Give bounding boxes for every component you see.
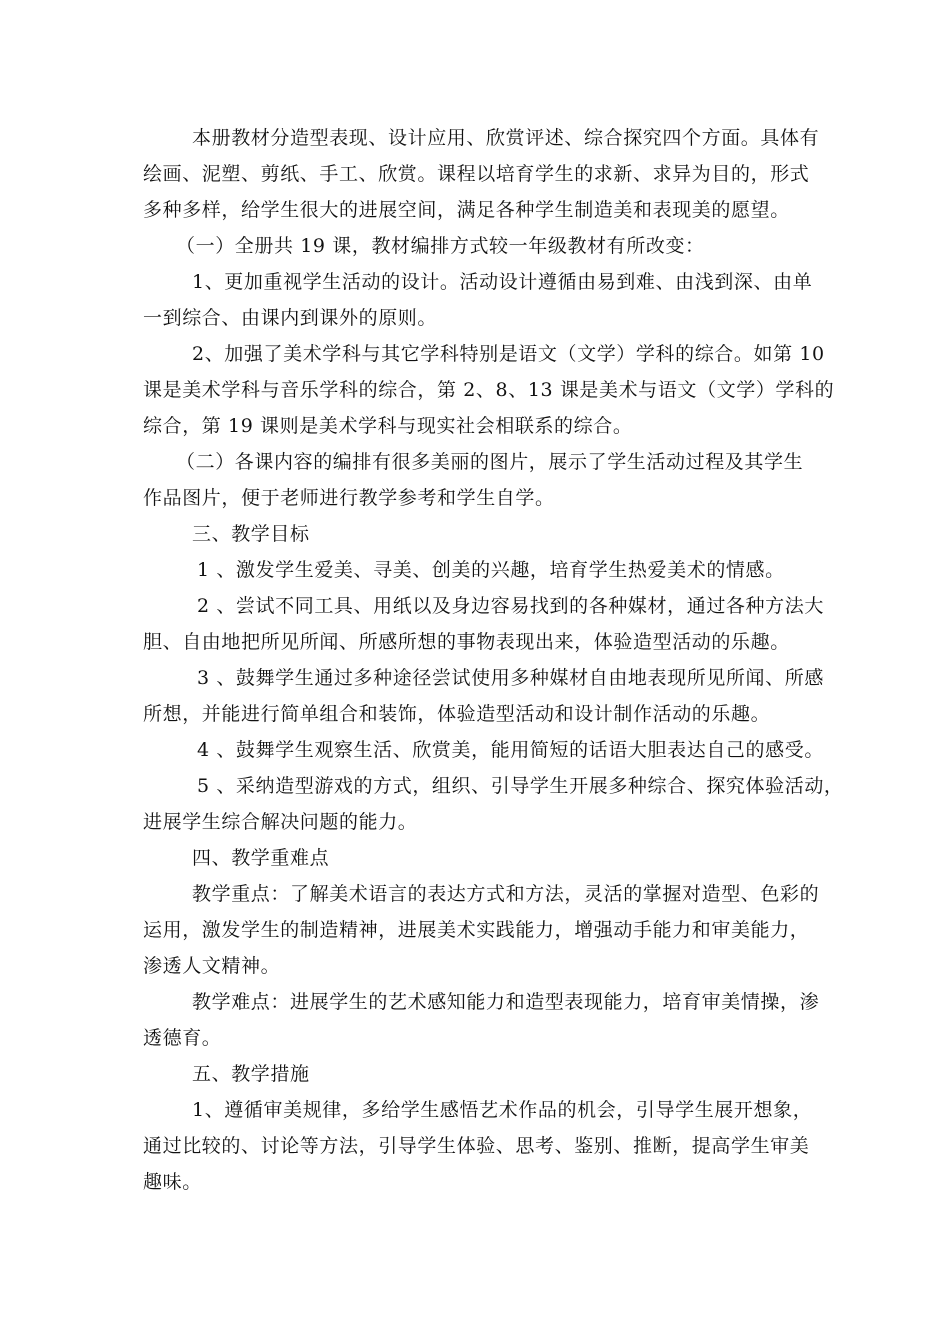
paragraph-line: 1、更加重视学生活动的设计。活动设计遵循由易到难、由浅到深、由单 [192,271,813,293]
paragraph-line: （二）各课内容的编排有很多美丽的图片，展示了学生活动过程及其学生 [176,451,804,473]
paragraph-line: 一到综合、由课内到课外的原则。 [143,307,438,329]
paragraph-line: 胆、自由地把所见所闻、所感所想的事物表现出来，体验造型活动的乐趣。 [143,631,790,653]
paragraph-line: 1、遵循审美规律，多给学生感悟艺术作品的机会，引导学生展开想象， [192,1099,813,1121]
paragraph-line: 本册教材分造型表现、设计应用、欣赏评述、综合探究四个方面。具体有 [192,127,820,149]
paragraph-line: 2 、尝试不同工具、用纸以及身边容易找到的各种媒材，通过各种方法大 [197,595,824,617]
paragraph-line: 绘画、泥塑、剪纸、手工、欣赏。课程以培育学生的求新、求异为目的，形式 [143,163,810,185]
paragraph-line: 趣味。 [143,1171,202,1193]
section-heading: 三、教学目标 [192,523,310,545]
paragraph-line: 3 、鼓舞学生通过多种途径尝试使用多种媒材自由地表现所见所闻、所感 [197,667,824,689]
paragraph-line: 5 、采纳造型游戏的方式，组织、引导学生开展多种综合、探究体验活动， [197,775,844,797]
paragraph-line: 4 、鼓舞学生观察生活、欣赏美，能用简短的话语大胆表达自己的感受。 [197,739,824,761]
paragraph-line: 进展学生综合解决问题的能力。 [143,811,418,833]
paragraph-line: 综合，第 19 课则是美术学科与现实社会相联系的综合。 [143,415,633,437]
paragraph-line: （一）全册共 19 课，教材编排方式较一年级教材有所改变： [176,235,705,257]
paragraph-line: 渗透人文精神。 [143,955,281,977]
paragraph-line: 2、加强了美术学科与其它学科特别是语文（文学）学科的综合。如第 10 [192,343,825,365]
paragraph-line: 多种多样，给学生很大的进展空间，满足各种学生制造美和表现美的愿望。 [143,199,790,221]
paragraph-line: 运用，激发学生的制造精神，进展美术实践能力，增强动手能力和审美能力， [143,919,810,941]
paragraph-line: 透德育。 [143,1027,222,1049]
paragraph-line: 教学难点：进展学生的艺术感知能力和造型表现能力，培育审美情操，渗 [192,991,820,1013]
section-heading: 四、教学重难点 [192,847,330,869]
paragraph-line: 教学重点：了解美术语言的表达方式和方法，灵活的掌握对造型、色彩的 [192,883,820,905]
paragraph-line: 通过比较的、讨论等方法，引导学生体验、思考、鉴别、推断，提高学生审美 [143,1135,810,1157]
paragraph-line: 1 、激发学生爱美、寻美、创美的兴趣，培育学生热爱美术的情感。 [197,559,785,581]
paragraph-line: 作品图片，便于老师进行教学参考和学生自学。 [143,487,555,509]
paragraph-line: 所想，并能进行简单组合和装饰，体验造型活动和设计制作活动的乐趣。 [143,703,771,725]
section-heading: 五、教学措施 [192,1063,310,1085]
paragraph-line: 课是美术学科与音乐学科的综合，第 2、8、13 课是美术与语文（文学）学科的 [143,379,835,401]
